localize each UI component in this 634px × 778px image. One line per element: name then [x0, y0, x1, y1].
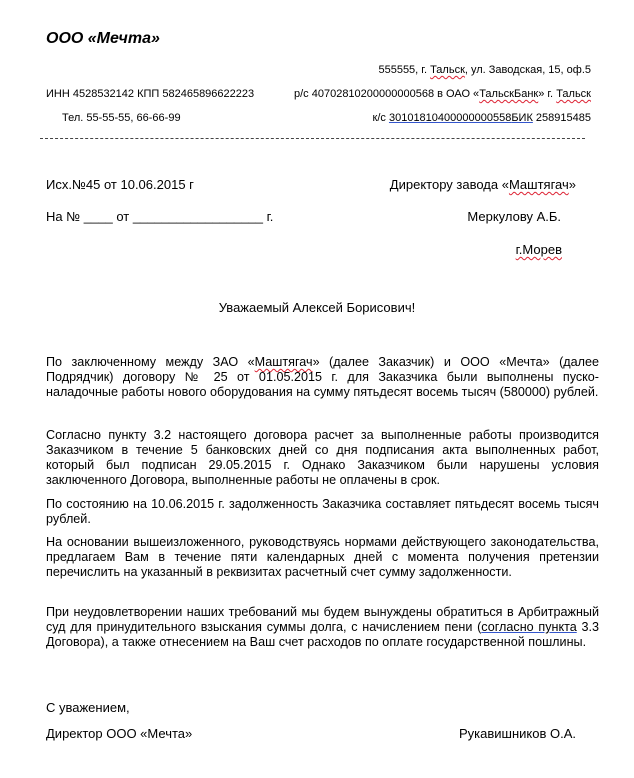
address-rest: , ул. Заводская, 15, оф.5: [464, 64, 591, 76]
address-city: Тальск: [430, 64, 465, 76]
paragraph-5: [46, 605, 599, 650]
p5-underlined: согласно пункта: [481, 620, 577, 634]
addressee-plant: Маштягач: [508, 177, 569, 192]
closing: С уважением,: [46, 700, 130, 715]
p1-start: По заключенному между ЗАО «: [46, 355, 255, 369]
addressee-line1: [390, 177, 576, 192]
corr-prefix: к/с: [372, 112, 389, 124]
addressee-city: г.Морев: [515, 242, 562, 257]
signature-name: Рукавишников О.А.: [459, 726, 576, 741]
company-name: ООО «Мечта»: [46, 30, 160, 47]
account-prefix: р/с 40702810200000000568 в ОАО «: [294, 88, 480, 100]
addressee-prefix: Директору завода «: [389, 177, 509, 192]
salutation: Уважаемый Алексей Борисович!: [218, 300, 416, 315]
paragraph-3: По состоянию на 10.06.2015 г. задолженность Заказчика составляет пятьдесят восемь тысяч рублей.: [46, 497, 599, 526]
header-separator: [40, 138, 585, 139]
paragraph-4: На основании вышеизложенного, руководствуясь нормами действующего законодательства, предлагаем Вам в течение пяти календарных дней с момента получения претензии перечислить на указанный в реквизитах расчетный счет сумму задолженности.: [46, 535, 599, 579]
paragraph-1: [46, 355, 599, 400]
outgoing-number: Исх.№45 от 10.06.2015 г: [46, 177, 194, 192]
account-mid: » г.: [538, 88, 557, 100]
corr-account: [373, 112, 591, 124]
p5-rest: 3.3 Договора), а также отнесением на Ваш счет расходов по оплате государственной пошлины.: [46, 620, 599, 649]
phones: Тел. 55-55-55, 66-66-99: [62, 112, 181, 124]
bik-number: 258915485: [532, 112, 591, 124]
p1-plant: Маштягач: [254, 355, 313, 369]
company-address: [378, 64, 591, 76]
address-prefix: 555555, г.: [378, 64, 431, 76]
signature-position: Директор ООО «Мечта»: [46, 726, 193, 741]
incoming-number: На № ____ от __________________ г.: [46, 209, 274, 224]
paragraph-2: Согласно пункту 3.2 настоящего договора расчет за выполненные работы производится Заказчиком в течение 5 банковских дней со дня подписания акта выполненных работ, который был подписан 29.05.2015 г. Однако Заказчиком были нарушены условия заключенного Договора, выполненные работы не оплачены в срок.: [46, 428, 599, 487]
bank-city: Тальск: [556, 88, 591, 100]
p1-rest: » (далее Заказчик) и ООО «Мечта» (далее Подрядчик) договору № 25 от 01.05.2015 г. для Заказчика были выполнены пуско-наладочные работы нового оборудования на сумму пятьдесят восемь тысяч (580000) рублей.: [46, 355, 599, 399]
p5-start: При неудовлетворении наших требований мы будем вынуждены обратиться в Арбитражный суд для принудительного взыскания суммы долга, с начислением пени (: [46, 605, 599, 634]
bank-account: [294, 88, 591, 100]
addressee-name: Меркулову А.Б.: [467, 209, 561, 224]
bik-word: БИК: [511, 112, 533, 124]
bank-name: ТальскБанк: [479, 88, 539, 100]
addressee-suffix: »: [568, 177, 576, 192]
corr-number: 30101810400000000558: [388, 112, 512, 124]
inn-kpp: ИНН 4528532142 КПП 582465896622223: [46, 88, 255, 100]
